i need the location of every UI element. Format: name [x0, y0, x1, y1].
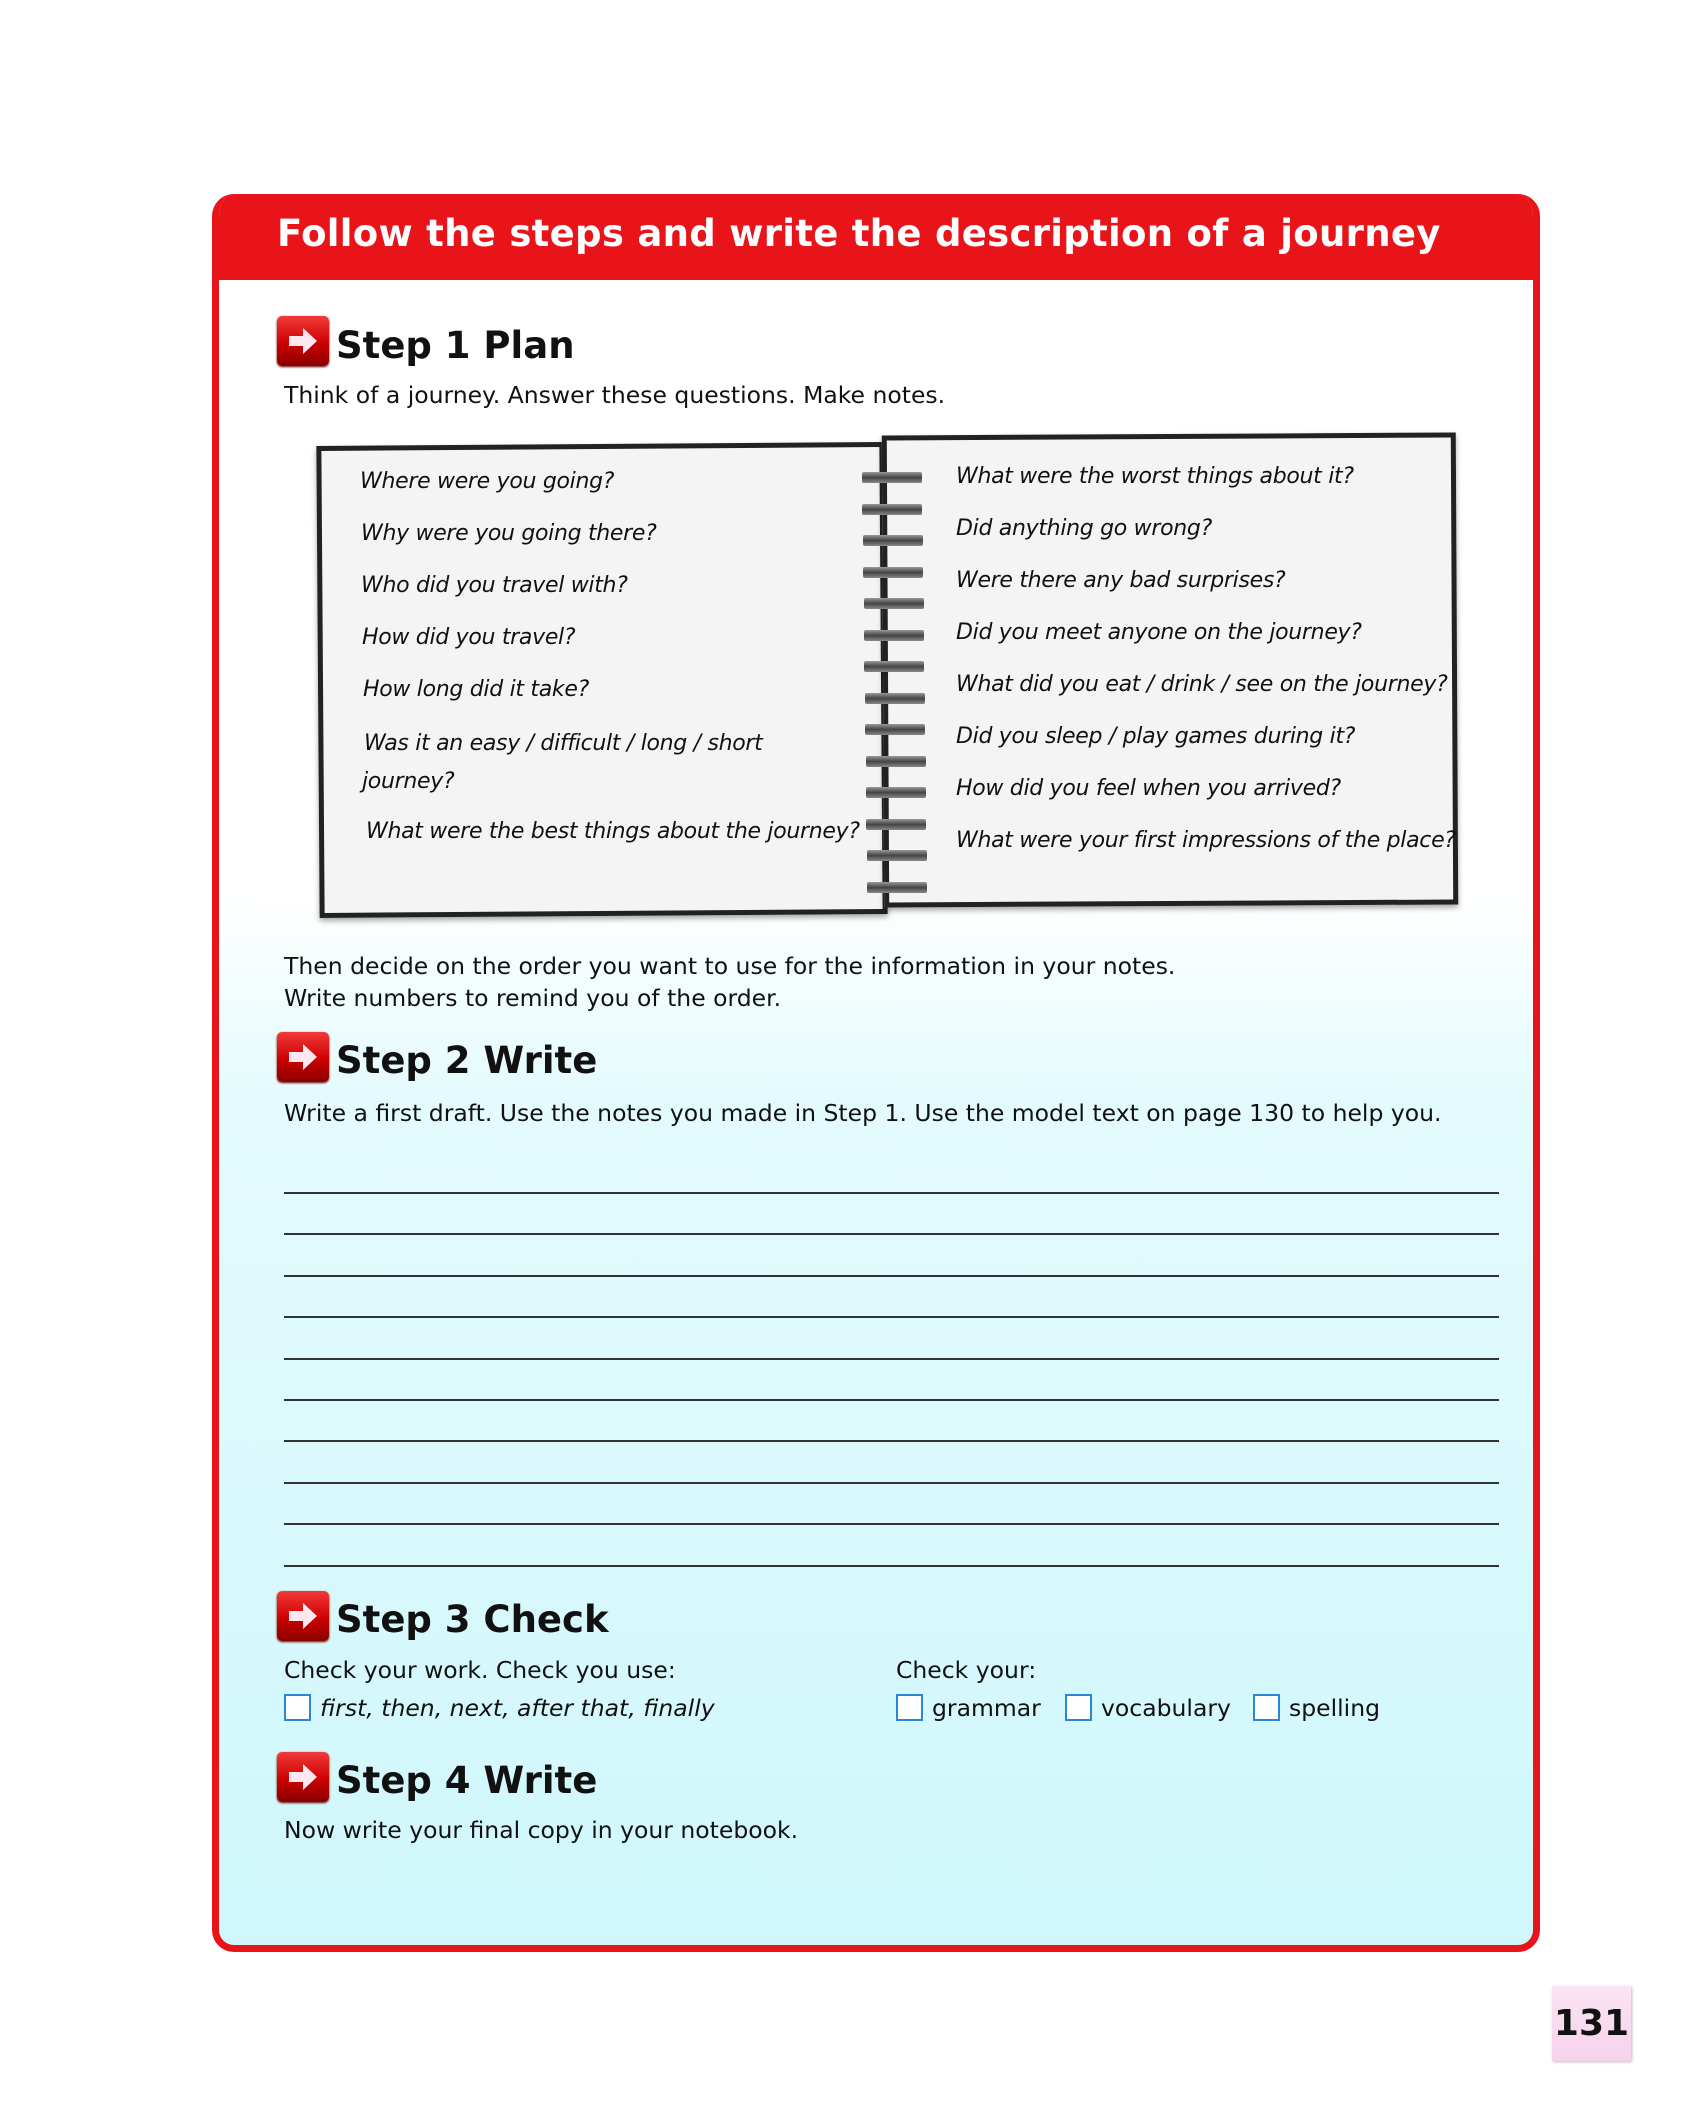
spelling-label: spelling [1289, 1694, 1381, 1722]
notebook-question: Did anything go wrong? [956, 516, 1212, 541]
step1-instruction: Think of a journey. Answer these questions. Make notes. [284, 381, 946, 409]
spiral-ring [867, 882, 927, 893]
notebook-question: How did you travel? [362, 625, 576, 650]
step2-title: Step 2 Write [336, 1039, 598, 1082]
step2-instruction: Write a first draft. Use the notes you made in Step 1. Use the model text on page 130 to help you. [284, 1099, 1442, 1127]
notebook-image [318, 434, 1457, 917]
page-number: 131 [1552, 1986, 1631, 2061]
writing-line[interactable] [284, 1358, 1499, 1360]
spiral-ring [863, 567, 923, 578]
writing-line[interactable] [284, 1440, 1499, 1442]
panel-header [219, 194, 1533, 280]
writing-line[interactable] [284, 1316, 1499, 1318]
spiral-ring [867, 850, 927, 861]
notebook-question: Did you meet anyone on the journey? [956, 620, 1362, 645]
spiral-ring [864, 661, 924, 672]
spiral-ring [862, 472, 922, 483]
vocabulary-label: vocabulary [1101, 1694, 1231, 1722]
step1-title: Step 1 Plan [336, 324, 575, 367]
arrow-icon [277, 1752, 329, 1802]
spiral-ring [865, 724, 925, 735]
writing-line[interactable] [284, 1565, 1499, 1567]
spelling-checkbox[interactable] [1253, 1694, 1280, 1721]
writing-line[interactable] [284, 1482, 1499, 1484]
notebook-question: What were the best things about the journey? [366, 819, 860, 844]
spiral-ring [864, 630, 924, 641]
notebook-question: Who did you travel with? [361, 573, 628, 598]
arrow-icon [277, 1591, 329, 1641]
sequence-words-checkbox[interactable] [284, 1694, 311, 1721]
notebook-question: Why were you going there? [361, 521, 657, 546]
vocabulary-checkbox[interactable] [1065, 1694, 1092, 1721]
activity-panel [212, 194, 1540, 1952]
sequence-words-label: first, then, next, after that, finally [320, 1694, 715, 1722]
notebook-question: Did you sleep / play games during it? [956, 724, 1356, 749]
step4-title: Step 4 Write [336, 1759, 598, 1802]
arrow-icon [277, 1032, 329, 1082]
step1-after-1: Then decide on the order you want to use for the information in your notes. [284, 952, 1176, 980]
writing-line[interactable] [284, 1523, 1499, 1525]
writing-line[interactable] [284, 1275, 1499, 1277]
grammar-label: grammar [932, 1694, 1041, 1722]
notebook-question: What did you eat / drink / see on the journey? [956, 672, 1448, 697]
step3-right-label: Check your: [896, 1656, 1037, 1684]
step3-title: Step 3 Check [336, 1598, 609, 1641]
panel-title: Follow the steps and write the description of a journey [277, 212, 1441, 255]
notebook-question: What were the worst things about it? [956, 464, 1354, 489]
notebook-question: Where were you going? [360, 469, 615, 494]
spiral-ring [866, 819, 926, 830]
spiral-ring [862, 504, 922, 515]
step4-instruction: Now write your final copy in your notebook. [284, 1816, 799, 1844]
grammar-checkbox[interactable] [896, 1694, 923, 1721]
notebook-question: journey? [362, 769, 455, 794]
notebook-question: How long did it take? [363, 677, 589, 702]
step3-left-label: Check your work. Check you use: [284, 1656, 676, 1684]
arrow-icon [277, 316, 329, 366]
spiral-ring [866, 756, 926, 767]
notebook-question: What were your first impressions of the place? [956, 828, 1456, 853]
notebook-question: How did you feel when you arrived? [956, 776, 1341, 801]
spiral-ring [864, 598, 924, 609]
spiral-ring [865, 693, 925, 704]
writing-line[interactable] [284, 1399, 1499, 1401]
writing-line[interactable] [284, 1192, 1499, 1194]
notebook-question: Were there any bad surprises? [956, 568, 1286, 593]
writing-line[interactable] [284, 1233, 1499, 1235]
spiral-ring [863, 535, 923, 546]
step1-after-2: Write numbers to remind you of the order. [284, 984, 782, 1012]
spiral-ring [866, 787, 926, 798]
notebook-question: Was it an easy / difficult / long / short [364, 731, 763, 756]
